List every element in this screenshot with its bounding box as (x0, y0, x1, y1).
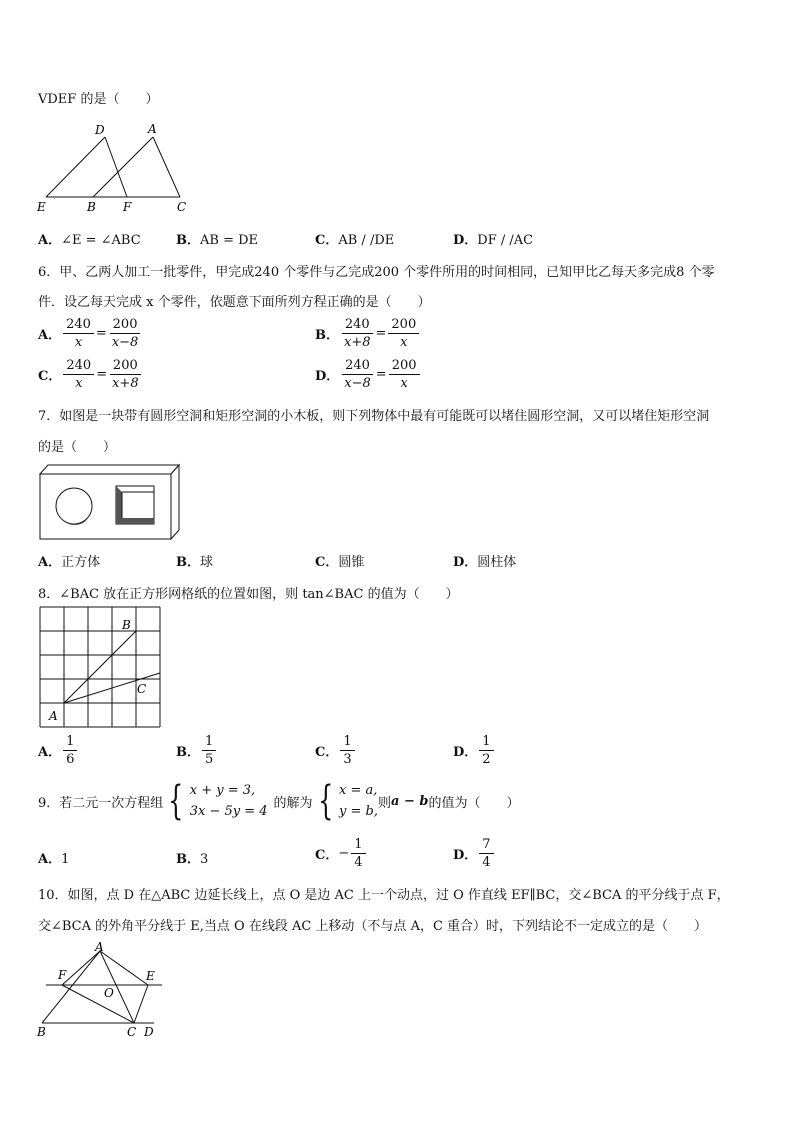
q8-option-c[interactable]: C． $\frac{1}{3}$ (315, 733, 357, 768)
q9-system-2: { x = a, y = b, (317, 778, 378, 824)
q8-option-a[interactable]: A． $\frac{1}{6}$ (38, 733, 79, 768)
q7-option-c[interactable]: C．圆锥 (315, 555, 365, 570)
q5-option-d[interactable]: D．DF / /AC (453, 233, 534, 248)
q5-label-C: C (177, 200, 187, 214)
q9-stem: 9．若二元一次方程组 { x + y = 3, 3x − 5y = 4 的解为 { x = a, y = b, 则 a − b 的值为（ ） (38, 778, 520, 824)
q5-option-b[interactable]: B．AB = DE (176, 233, 259, 248)
q9-option-d[interactable]: D． $\frac{7}{4}$ (453, 836, 496, 871)
q6-stem-line2: 件．设乙每天完成 x 个零件，依题意下面所列方程正确的是（ ） (38, 295, 431, 310)
q10-label-A: A (95, 941, 104, 954)
q10-stem-line2: 交∠BCA 的外角平分线于 E,当点 O 在线段 AC 上移动（不与点 A，C 重合）时，下列结论不一定成立的是（ ） (38, 919, 708, 934)
q8-label-B: B (122, 618, 131, 632)
q5-stem: VDEF 的是（ ） (38, 92, 159, 107)
q10-label-F: F (58, 968, 67, 982)
q8-stem: 8．∠BAC 放在正方形网格纸的位置如图，则 tan∠BAC 的值为（ ） (38, 587, 459, 602)
q6-option-d[interactable]: D． $\frac{240}{x-8}$ = $\frac{200}{x}$ (315, 357, 422, 392)
q8-option-b[interactable]: B． $\frac{1}{5}$ (176, 733, 218, 768)
q10-label-O: O (104, 986, 114, 1000)
q7-stem-line2: 的是（ ） (38, 440, 117, 455)
q7-board-figure (36, 462, 184, 544)
q6-stem-line1: 6．甲、乙两人加工一批零件，甲完成240 个零件与乙完成200 个零件所用的时间相同，已知甲比乙每天多完成8 个零 (38, 265, 715, 280)
q9-system-1: { x + y = 3, 3x − 5y = 4 (168, 778, 268, 824)
q10-label-E: E (146, 969, 155, 983)
q6-option-b[interactable]: B． $\frac{240}{x+8}$ = $\frac{200}{x}$ (315, 316, 421, 351)
q5-triangle-figure (30, 120, 200, 215)
q8-grid-figure (36, 603, 164, 729)
q6-option-a[interactable]: A． $\frac{240}{x}$ = $\frac{200}{x-8}$ (38, 316, 143, 351)
q7-option-b[interactable]: B．球 (176, 555, 214, 570)
q9-option-a[interactable]: A．1 (38, 852, 70, 867)
q7-option-a[interactable]: A．正方体 (38, 555, 101, 570)
q7-option-d[interactable]: D．圆柱体 (453, 555, 517, 570)
q10-label-C: C (127, 1025, 137, 1039)
q9-option-c[interactable]: C． − $\frac{1}{4}$ (315, 836, 368, 871)
q5-label-D: D (95, 123, 105, 137)
q5-label-B: B (87, 200, 96, 214)
q5-label-E: E (37, 200, 46, 214)
q10-label-D: D (144, 1025, 154, 1039)
q5-label-F: F (123, 200, 132, 214)
q8-label-C: C (137, 682, 147, 696)
q8-option-d[interactable]: D． $\frac{1}{2}$ (453, 733, 496, 768)
q9-option-b[interactable]: B．3 (176, 852, 209, 867)
q5-option-a[interactable]: A．∠E = ∠ABC (38, 233, 141, 248)
q5-label-A: A (148, 122, 157, 136)
q6-option-c[interactable]: C． $\frac{240}{x}$ = $\frac{200}{x+8}$ (38, 357, 144, 392)
q10-label-B: B (37, 1025, 46, 1039)
q5-option-c[interactable]: C．AB / /DE (315, 233, 395, 248)
q10-triangle-figure (32, 941, 166, 1041)
q7-stem-line1: 7．如图是一块带有圆形空洞和矩形空洞的小木板，则下列物体中最有可能既可以堵住圆形空洞，又可以堵住矩形空洞 (38, 409, 710, 424)
q8-label-A: A (49, 709, 58, 723)
q10-stem-line1: 10．如图，点 D 在△ABC 边延长线上，点 O 是边 AC 上一个动点，过 O 作直线 EF∥BC，交∠BCA 的平分线于点 F， (38, 888, 730, 903)
